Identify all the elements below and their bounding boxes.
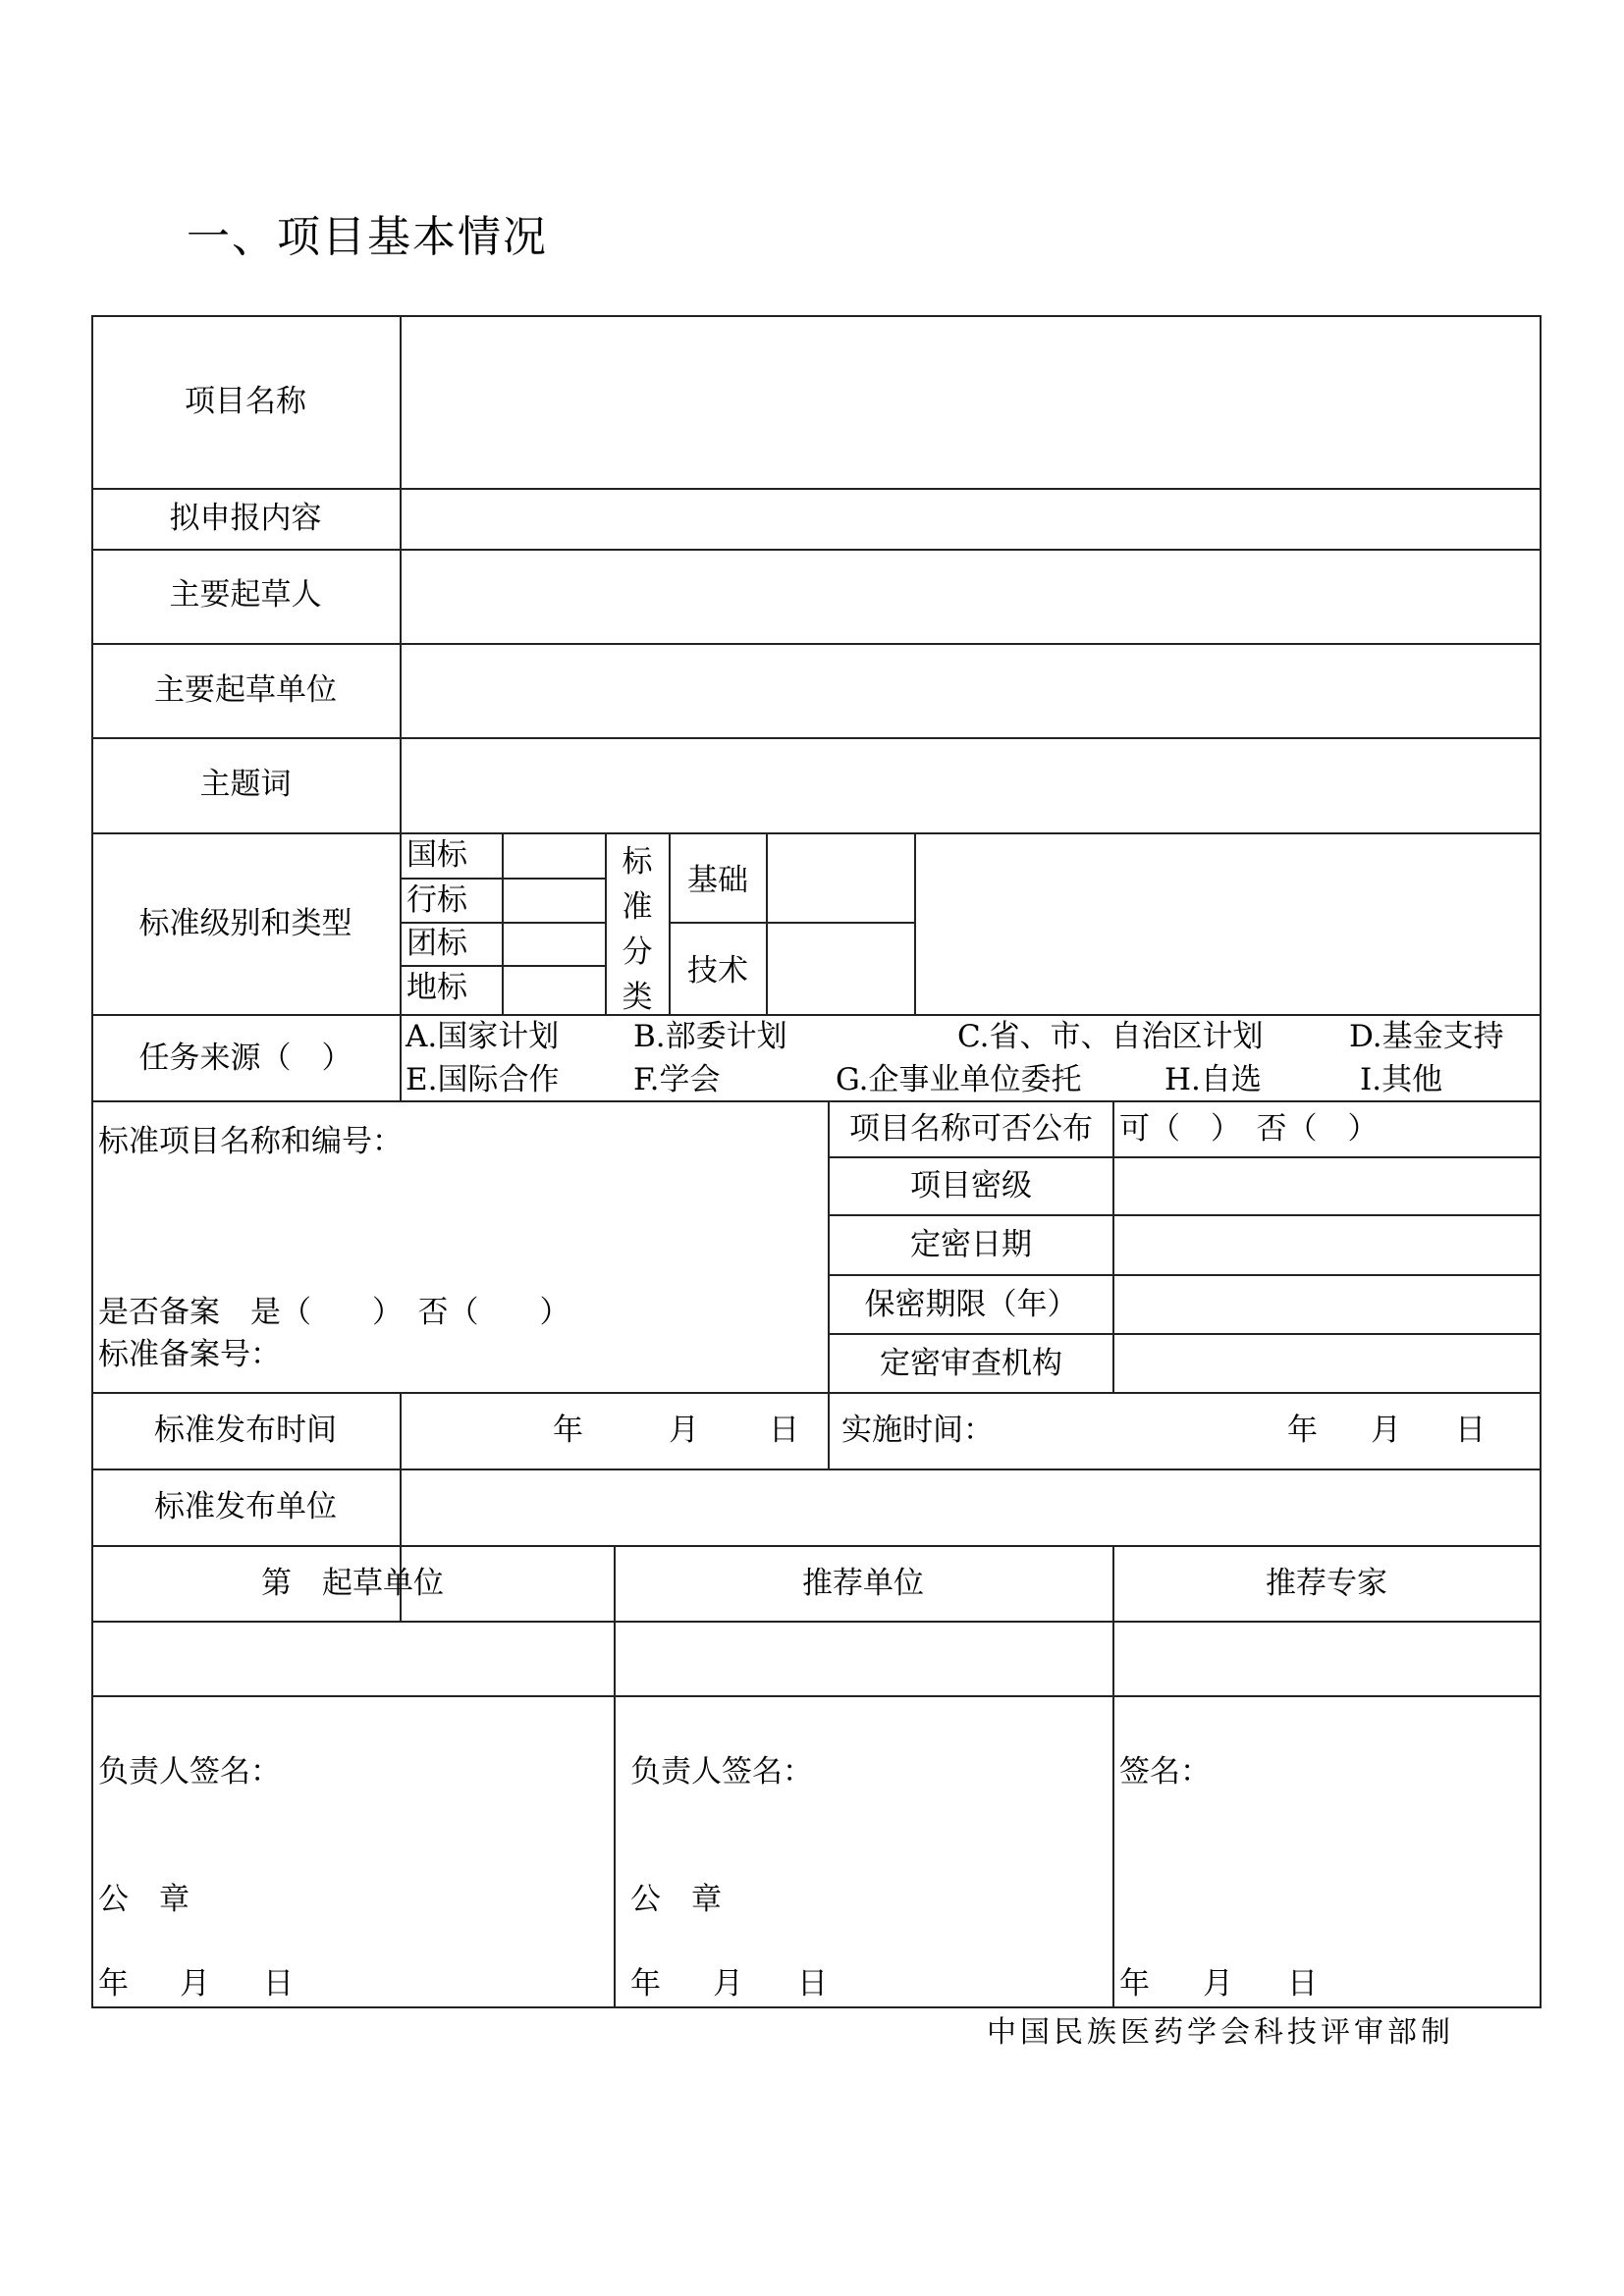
impl-year: 年 xyxy=(1287,1413,1318,1448)
release-year: 年 xyxy=(553,1413,583,1448)
classification-char: 准 xyxy=(622,889,653,925)
secrecy-date-label: 定密日期 xyxy=(910,1227,1032,1262)
drafting-unit-seal-label: 公 章 xyxy=(98,1882,189,1917)
recommending-unit-day: 日 xyxy=(797,1966,828,2002)
expert-year: 年 xyxy=(1119,1966,1150,2002)
drafting-unit-header: 第 起草单位 xyxy=(261,1566,444,1601)
expert-month: 月 xyxy=(1203,1966,1233,2002)
task-source-option-h[interactable]: H.自选 xyxy=(1164,1062,1262,1097)
expert-day: 日 xyxy=(1287,1966,1318,2002)
main-drafter-label: 主要起草人 xyxy=(169,577,322,613)
declare-content-label: 拟申报内容 xyxy=(169,501,322,536)
task-source-option-f[interactable]: F.学会 xyxy=(633,1062,721,1097)
publishable-label: 项目名称可否公布 xyxy=(849,1111,1093,1147)
secrecy-date-field[interactable] xyxy=(1114,1216,1539,1274)
level-local-field[interactable] xyxy=(504,967,604,1014)
classification-char: 标 xyxy=(622,844,653,880)
secrecy-period-label: 保密期限（年） xyxy=(864,1287,1078,1322)
release-time-label: 标准发布时间 xyxy=(154,1413,337,1448)
expert-sign-label: 签名： xyxy=(1119,1754,1211,1789)
task-source-label: 任务来源（ ） xyxy=(138,1041,352,1076)
impl-time-divider xyxy=(828,1392,830,1469)
main-drafting-unit-field[interactable] xyxy=(402,645,1540,737)
classification-label xyxy=(618,839,657,1020)
main-drafting-unit-label: 主要起草单位 xyxy=(154,672,337,708)
standard-level-label: 标准级别和类型 xyxy=(138,906,352,941)
level-local: 地标 xyxy=(406,970,467,1005)
class-technical-label: 技术 xyxy=(687,953,748,988)
standard-name-number-label: 标准项目名称和编号： xyxy=(98,1124,403,1159)
secrecy-level-field[interactable] xyxy=(1114,1158,1539,1214)
level-group: 团标 xyxy=(406,926,467,961)
drafting-unit-sign-label: 负责人签名： xyxy=(98,1754,281,1789)
classification-divider xyxy=(605,832,607,1015)
impl-time-label: 实施时间： xyxy=(841,1413,994,1448)
impl-day: 日 xyxy=(1455,1413,1486,1448)
class-basic-label: 基础 xyxy=(687,863,748,898)
keywords-field[interactable] xyxy=(402,739,1540,832)
main-drafter-field[interactable] xyxy=(402,551,1540,643)
drafting-unit-day: 日 xyxy=(263,1966,294,2002)
recommending-unit-year: 年 xyxy=(630,1966,661,2002)
classification-char: 类 xyxy=(622,980,653,1015)
recommending-expert-header: 推荐专家 xyxy=(1266,1566,1387,1601)
release-unit-field[interactable] xyxy=(402,1470,1540,1545)
task-source-option-a[interactable]: A.国家计划 xyxy=(406,1019,560,1054)
task-source-option-g[interactable]: G.企事业单位委托 xyxy=(836,1062,1082,1097)
table-border-right xyxy=(1540,315,1542,2007)
recommending-unit-seal-label: 公 章 xyxy=(630,1882,722,1917)
level-group-field[interactable] xyxy=(504,924,604,965)
row-divider xyxy=(91,1545,1542,1547)
level-industry-field[interactable] xyxy=(504,880,604,922)
task-source-option-e[interactable]: E.国际合作 xyxy=(406,1062,560,1097)
secrecy-level-label: 项目密级 xyxy=(910,1168,1032,1203)
secrecy-review-org-field[interactable] xyxy=(1114,1335,1539,1392)
release-month: 月 xyxy=(669,1413,699,1448)
level-national: 国标 xyxy=(406,837,467,873)
keywords-label: 主题词 xyxy=(199,767,292,802)
release-day: 日 xyxy=(769,1413,799,1448)
project-name-label: 项目名称 xyxy=(185,384,306,419)
class-technical-field[interactable] xyxy=(768,924,913,1014)
drafting-unit-month: 月 xyxy=(180,1966,210,2002)
task-source-option-i[interactable]: I.其他 xyxy=(1360,1062,1443,1097)
recommending-unit-header: 推荐单位 xyxy=(802,1566,924,1601)
row-divider xyxy=(91,1621,1542,1623)
expert-signature-field[interactable] xyxy=(1114,1697,1539,2006)
recommending-unit-sign-label: 负责人签名： xyxy=(630,1754,813,1789)
classification-divider xyxy=(669,832,671,1015)
secrecy-review-org-label: 定密审查机构 xyxy=(880,1346,1062,1381)
footer-issuer: 中国民族医药学会科技评审部制 xyxy=(987,2015,1454,2050)
row-divider xyxy=(91,1392,1542,1394)
secrecy-period-field[interactable] xyxy=(1114,1276,1539,1333)
filed-question: 是否备案 是（ ） 否（ ） xyxy=(98,1295,570,1330)
publishable-options[interactable]: 可（ ） 否（ ） xyxy=(1119,1111,1379,1147)
filing-number-label: 标准备案号： xyxy=(98,1337,281,1372)
release-unit-label: 标准发布单位 xyxy=(154,1489,337,1524)
task-source-option-d[interactable]: D.基金支持 xyxy=(1349,1019,1504,1054)
impl-month: 月 xyxy=(1371,1413,1401,1448)
drafting-unit-year: 年 xyxy=(98,1966,129,2002)
section-title: 一、项目基本情况 xyxy=(187,212,548,262)
class-basic-field[interactable] xyxy=(768,834,913,922)
task-source-option-c[interactable]: C.省、市、自治区计划 xyxy=(957,1019,1264,1054)
task-source-option-b[interactable]: B.部委计划 xyxy=(633,1019,787,1054)
standard-name-number-field[interactable] xyxy=(94,1163,825,1291)
class-value-divider xyxy=(914,832,916,1015)
declare-content-field[interactable] xyxy=(402,490,1540,549)
classification-char: 分 xyxy=(622,934,653,970)
recommending-unit-month: 月 xyxy=(713,1966,743,2002)
drafting-unit-signature-field[interactable] xyxy=(93,1697,613,2006)
project-name-field[interactable] xyxy=(402,317,1540,488)
row-divider xyxy=(91,1100,1542,1102)
level-national-field[interactable] xyxy=(504,834,604,878)
level-industry: 行标 xyxy=(406,882,467,918)
recommending-unit-signature-field[interactable] xyxy=(616,1697,1111,2006)
row-divider xyxy=(91,1014,1542,1016)
